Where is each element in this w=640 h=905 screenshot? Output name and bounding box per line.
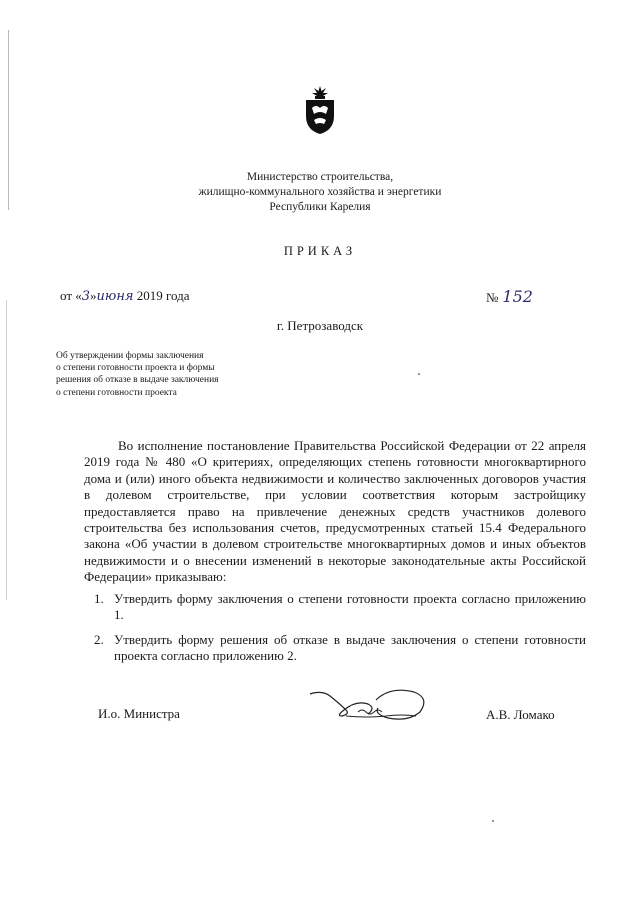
handwritten-signature bbox=[306, 682, 434, 728]
date-mid: » bbox=[90, 288, 97, 303]
item-number: 1. bbox=[94, 591, 104, 606]
body-paragraph: Во исполнение постановление Правительства Российской Федерации от 22 апреля 2019 года № 480 «О критериях, определяющих степень готовности многоквартирного дома и (или) иного объекта недвижимости и количество заключенных договоров участия в долевом строительстве, при условии соответствия которым застройщику предоставляется право на привлечение денежных средств участников долевого строительства без использования счетов, предусмотренных статьей 15.4 Федерального закона «Об участии в долевом строительстве многоквартирных домов и иных объектов недвижимости и о внесении изменений в некоторые законодательные акты Российской Федерации» приказываю: bbox=[84, 438, 586, 585]
date-year: 2019 года bbox=[136, 288, 190, 303]
document-number bbox=[486, 287, 533, 306]
ministry-line: Республики Карелия bbox=[269, 201, 371, 213]
document-body bbox=[84, 438, 586, 586]
item-text: Утвердить форму заключения о степени готовности проекта согласно приложению 1. bbox=[114, 591, 586, 623]
subject-line: о степени готовности проекта bbox=[56, 387, 177, 398]
item-text: Утвердить форму решения об отказе в выдаче заключения о степени готовности проекта согласно приложению 2. bbox=[114, 631, 586, 664]
date-day: 3 bbox=[81, 289, 91, 304]
item-number: 2. bbox=[94, 631, 104, 647]
date-month: июня bbox=[96, 289, 134, 304]
subject-line: о степени готовности проекта и формы bbox=[56, 363, 215, 374]
date-prefix: от « bbox=[60, 288, 82, 303]
document-date bbox=[60, 288, 190, 304]
list-item bbox=[94, 632, 586, 665]
order-items bbox=[94, 591, 586, 673]
document-city: г. Петрозаводск bbox=[276, 318, 364, 333]
document-title: ПРИКАЗ bbox=[283, 244, 357, 258]
signatory-role: И.о. Министра bbox=[98, 706, 180, 721]
list-item bbox=[94, 591, 586, 624]
ministry-header bbox=[140, 170, 500, 215]
scan-speck bbox=[492, 820, 494, 822]
ministry-line: жилищно-коммунального хозяйства и энергетики bbox=[198, 186, 442, 198]
signatory-name: А.В. Ломако bbox=[486, 707, 555, 722]
scan-speck bbox=[418, 373, 420, 375]
subject-line: Об утверждении формы заключения bbox=[56, 351, 204, 361]
scan-edge bbox=[0, 0, 14, 905]
number-label: № bbox=[486, 290, 499, 305]
ministry-line: Министерство строительства, bbox=[246, 171, 394, 183]
subject-line: решения об отказе в выдаче заключения bbox=[56, 375, 219, 386]
document-subject bbox=[56, 350, 256, 399]
number-value: 152 bbox=[502, 287, 533, 306]
coat-of-arms-emblem bbox=[300, 84, 340, 136]
